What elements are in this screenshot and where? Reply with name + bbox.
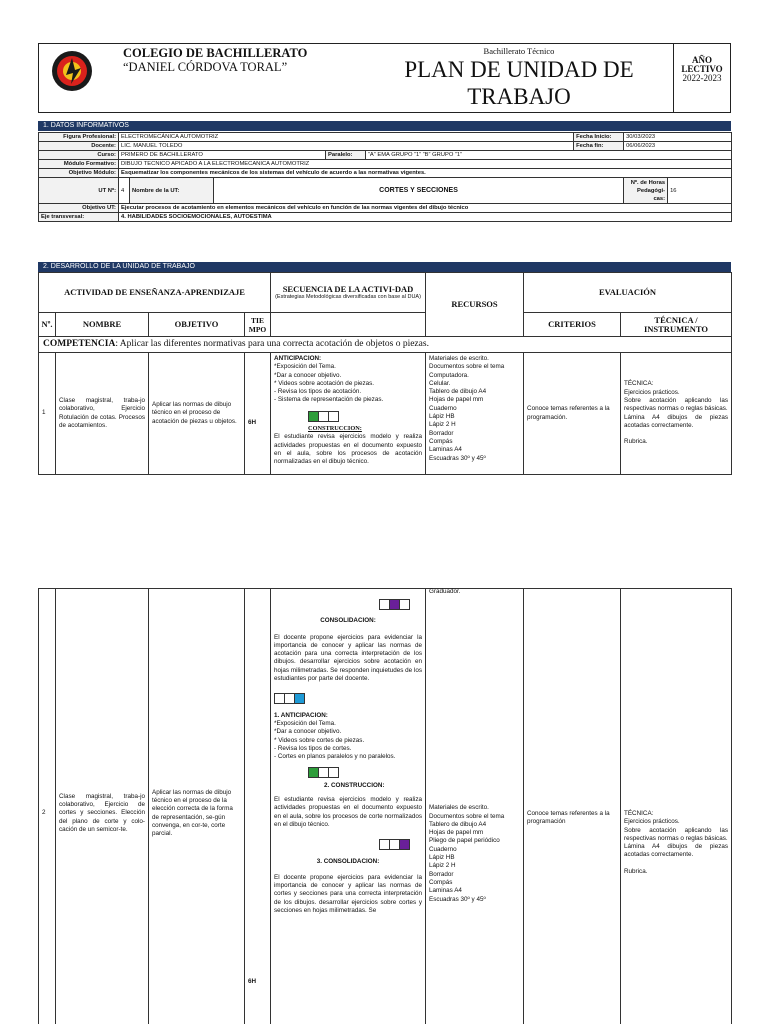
row2-recurso-6: Lápiz HB [429, 854, 455, 862]
ut-value: 4 [119, 178, 130, 204]
row2-tecnica-1: Sobre acotación aplicando las respectivas normas o reglas básicas. [624, 826, 728, 842]
row1-recurso-2: Computadora. [429, 371, 469, 379]
header-tiempo: TIE MPO [245, 313, 271, 337]
row2-objetivo: Aplicar las normas de dibujo técnico en el proceso de la elección correcta de la forma de representación, se-gún convenga, en cor-te, corte parcial. [149, 589, 245, 1024]
row1-recurso-0: Materiales de escrito. [429, 355, 489, 362]
row1-tiempo: 6H [245, 353, 271, 475]
row1-recursos [426, 353, 524, 475]
school-name-line1: COLEGIO DE BACHILLERATO [123, 46, 308, 60]
row2-recurso-7: Lápiz 2 H [429, 862, 456, 870]
row2-nombre: Clase magistral, traba-jo colaborativo, Ejercicio de cortes y secciones. Elección del plano de corte y colo-cación de un semicor-te. [56, 589, 149, 1024]
row2-construccion-text: El estudiante revisa ejercicios modelo y realiza actividades propuestas en el documento expuesto en el aula, sobre los procesos de corte normalizados en el dibujo técnico. [274, 796, 422, 828]
row2-phase-boxes-2 [274, 693, 422, 707]
row2-anticipacion-4: - Cortes en planos paralelos y no paralelos. [274, 753, 396, 761]
header-recursos: RECURSOS [426, 273, 524, 337]
docente-label: Docente: [39, 142, 119, 151]
row2-construccion-title: 2. CONSTRUCCION: [324, 781, 385, 789]
row1-anticipacion-title: ANTICIPACION: [274, 355, 322, 362]
fecha-inicio-value: 30/03/2023 [624, 133, 732, 142]
objetivo-ut-label: Objetivo UT: [39, 204, 119, 213]
section-1-title: 1. DATOS INFORMATIVOS [38, 121, 731, 131]
row2-recurso-10: Laminas A4 [429, 887, 462, 895]
row1-recurso-10: Compás [429, 437, 453, 445]
row2-phase-boxes-4 [379, 839, 422, 853]
row1-phase-boxes [308, 411, 422, 425]
row2-recurso-5: Cuaderno [429, 845, 457, 853]
competencia-text: : Aplicar las diferentes normativas para una correcta acotación de objetos o piezas. [115, 339, 429, 349]
row1-tecnica [621, 353, 732, 475]
row1-recurso-8: Lápiz 2 H [429, 421, 456, 429]
curso-label: Curso: [39, 151, 119, 160]
row1-recurso-3: Celular. [429, 379, 451, 387]
row1-anticipacion-3: - Revisa los tipos de acotación. [274, 388, 362, 396]
row1-objetivo: Aplicar las normas de dibujo técnico en el proceso de acotación de piezas u objetos. [149, 353, 245, 475]
row1-anticipacion-0: *Exposición del Tema. [274, 363, 336, 371]
row2-recurso-11: Escuadras 30º y 45º [429, 895, 486, 903]
row2-anticipacion-title: 1. ANTICIPACION: [274, 711, 328, 719]
header-n: Nº. [39, 313, 56, 337]
school-name-line2: “DANIEL CÓRDOVA TORAL” [123, 60, 288, 74]
row1-tecnica-1: Sobre acotación aplicando las respectivas normas o reglas básicas. [624, 397, 729, 413]
row2-phase-boxes-3 [308, 767, 422, 781]
row2-recurso-2: Tablero de dibujo A4 [429, 820, 487, 828]
row1-construccion-title: CONSTRUCCION: [308, 425, 362, 433]
row2-tecnica-title: TÉCNICA: [624, 810, 654, 817]
desarrollo-table [38, 272, 732, 475]
row1-recurso-7: Lápiz HB [429, 413, 455, 421]
row1-recurso-5: Hojas de papel mm [429, 396, 484, 404]
document-title: PLAN DE UNIDAD DE TRABAJO [404, 57, 634, 109]
row1-recurso-11: Laminas A4 [429, 446, 462, 454]
row1-construccion-text: El estudiante revisa ejercicios modelo y realiza actividades propuestas en el documento expuesto en el aula, sobre los procesos de acotación normalizadas en el dibujo técnico. [274, 433, 423, 466]
docente-value: LIC. MANUEL TOLEDO [119, 142, 574, 151]
modulo-value: DIBUJO TECNICO APICADO A LA ELECTROMECANICA AUTOMOTRIZ [119, 160, 732, 169]
row2-criterios-text: Conoce temas referentes a la programación [527, 810, 610, 826]
row1-recurso-4: Tablero de dibujo A4 [429, 388, 487, 396]
row1-secuencia [271, 353, 426, 475]
row1-recurso-6: Cuaderno [429, 404, 457, 412]
row2-recurso-8: Borrador [429, 870, 454, 878]
row2-phase-boxes-1 [379, 599, 422, 613]
year-label-2: LECTIVO [681, 64, 723, 74]
row2-n: 2 [39, 589, 56, 1024]
row1-recurso-12: Escuadras 30º y 45º [429, 454, 486, 462]
header-secuencia-sub: (Estrategias Metodológicas diversificadas con base al DUA) [275, 293, 421, 300]
row1-anticipacion-2: * Videos sobre acotación de piezas. [274, 379, 375, 387]
horas-value: 16 [668, 178, 732, 204]
row1-tecnica-2: Lámina A4 dibujos de piezas acotadas correctamente. [624, 413, 729, 429]
horas-label: Nº. de Horas Pedagógi-cas: [624, 178, 668, 204]
row2-recurso-1: Documentos sobre el tema [429, 812, 505, 820]
row2-recurso-0: Materiales de escrito. [429, 804, 489, 812]
row1-criterios: Conoce temas referentes a la programación. [524, 353, 621, 475]
paralelo-label: Paralelo: [326, 151, 366, 160]
row2-consolidacion2-title: 3. CONSOLIDACION: [316, 857, 380, 865]
row1-tecnica-title: TÉCNICA: [624, 380, 654, 388]
header-secuencia-empty [271, 313, 426, 337]
header-evaluacion: EVALUACIÓN [524, 273, 732, 313]
year-label-1: AÑO [692, 55, 712, 65]
row2-recursos [426, 589, 524, 1024]
year-value: 2022-2023 [682, 73, 722, 83]
row2-tecnica-0: Ejercicios prácticos. [624, 818, 680, 826]
fecha-fin-label: Fecha fin: [574, 142, 624, 151]
curso-value: PRIMERO DE BACHILLERATO [119, 151, 326, 160]
objetivo-modulo-label: Objetivo Módulo: [39, 169, 119, 178]
row2-consolidacion2-text: El docente propone ejercicios para evidenciar la importancia de conocer y aplicar las normas de cortes y secciones para una correcta interpretación de los dibujos. desarrollar ejercicios sobre cortes y secciones en hojas milimetradas. Se [274, 873, 422, 915]
row1-rubrica: Rubrica. [624, 438, 648, 446]
row2-anticipacion-0: *Exposición del Tema. [274, 719, 336, 727]
section-2-title: 2. DESARROLLO DE LA UNIDAD DE TRABAJO [38, 262, 731, 272]
row2-recurso-9: Compás [429, 878, 453, 886]
fecha-inicio-label: Fecha Inicio: [574, 133, 624, 142]
row2-anticipacion-1: *Dar a conocer objetivo. [274, 728, 342, 736]
objetivo-modulo-value: Esquematizar los componentes mecánicos de los sistemas del vehículo de acuerdo a las normativas vigentes. [119, 169, 732, 178]
header-tecnica: TÉCNICA / INSTRUMENTO [621, 313, 732, 337]
datos-informativos-table [38, 132, 732, 222]
row2-anticipacion-3: - Revisa los tipos de cortes. [274, 744, 352, 752]
row2-consolidacion-title: CONSOLIDACION: [320, 617, 376, 625]
competencia-label: COMPETENCIA [43, 339, 116, 349]
row1-anticipacion-4: - Sistema de representación de piezas. [274, 396, 384, 404]
row2-criterios [524, 589, 621, 1024]
document-subtitle: Bachillerato Técnico [483, 46, 555, 56]
header-secuencia: SECUENCIA DE LA ACTIVI-DAD (Estrategias Metodológicas diversificadas con base al DUA) [271, 273, 426, 313]
row1-anticipacion-1: *Dar a conocer objetivo. [274, 371, 342, 379]
row2-secuencia [271, 589, 426, 1024]
school-logo [51, 50, 93, 92]
nombre-ut-value: CORTES Y SECCIONES [214, 178, 624, 204]
competencia-row [39, 337, 732, 353]
row1-n: 1 [39, 353, 56, 475]
row2-rubrica: Rubrica. [624, 867, 648, 875]
header-nombre: NOMBRE [56, 313, 149, 337]
row2-tecnica-2: Lámina A4 dibujos de piezas acotadas correctamente. [624, 843, 728, 859]
row1-tecnica-0: Ejercicios prácticos. [624, 388, 680, 396]
eje-label: Eje transversal: [39, 213, 119, 222]
nombre-ut-label: Nombre de la UT: [130, 178, 214, 204]
row2-recurso-top: Graduador. [429, 588, 461, 595]
row1-recurso-1: Documentos sobre el tema [429, 363, 505, 371]
header-criterios: CRITERIOS [524, 313, 621, 337]
school-year-box [673, 44, 730, 112]
header-objetivo: OBJETIVO [149, 313, 245, 337]
row2-recurso-4: Pliego de papel periódico [429, 837, 500, 845]
row1-nombre: Clase magistral, traba-jo colaborativo, Ejercicio Rotulación de cotas. Procesos de acotamientos. [56, 353, 149, 475]
eje-value: 4. HABILIDADES SOCIOEMOCIONALES, AUTOESTIMA [119, 213, 732, 222]
document-header [38, 43, 731, 113]
row2-tecnica [621, 589, 732, 1024]
paralelo-value: “A” EMA GRUPO “1” “B” GRUPO “1” [366, 151, 732, 160]
row1-recurso-9: Borrador [429, 429, 454, 437]
modulo-label: Módulo Formativo: [39, 160, 119, 169]
row2-anticipacion-2: * Videos sobre cortes de piezas. [274, 736, 365, 744]
row2-consolidacion-text: El docente propone ejercicios para evidenciar la importancia de conocer y aplicar las normas de acotación para una correcta interpretación de los dibujos. desarrollar ejercicios sobre acotación en hojas milimetradas. Se responden inquietudes de los estudiantes por parte del docente. [274, 633, 422, 683]
desarrollo-table-continued [38, 588, 732, 1024]
fecha-fin-value: 06/06/2023 [624, 142, 732, 151]
objetivo-ut-value: Ejecutar procesos de acotamiento en elementos mecánicos del vehículo en función de las normas vigentes del dibujo técnico [119, 204, 732, 213]
row2-recurso-3: Hojas de papel mm [429, 829, 484, 837]
header-actividad: ACTIVIDAD DE ENSEÑANZA-APRENDIZAJE [39, 273, 271, 313]
figura-value: ELECTROMECÁNICA AUTOMOTRIZ [119, 133, 574, 142]
ut-label: UT Nº: [39, 178, 119, 204]
row2-tiempo: 6H [245, 589, 271, 1024]
figura-label: Figura Profesional: [39, 133, 119, 142]
